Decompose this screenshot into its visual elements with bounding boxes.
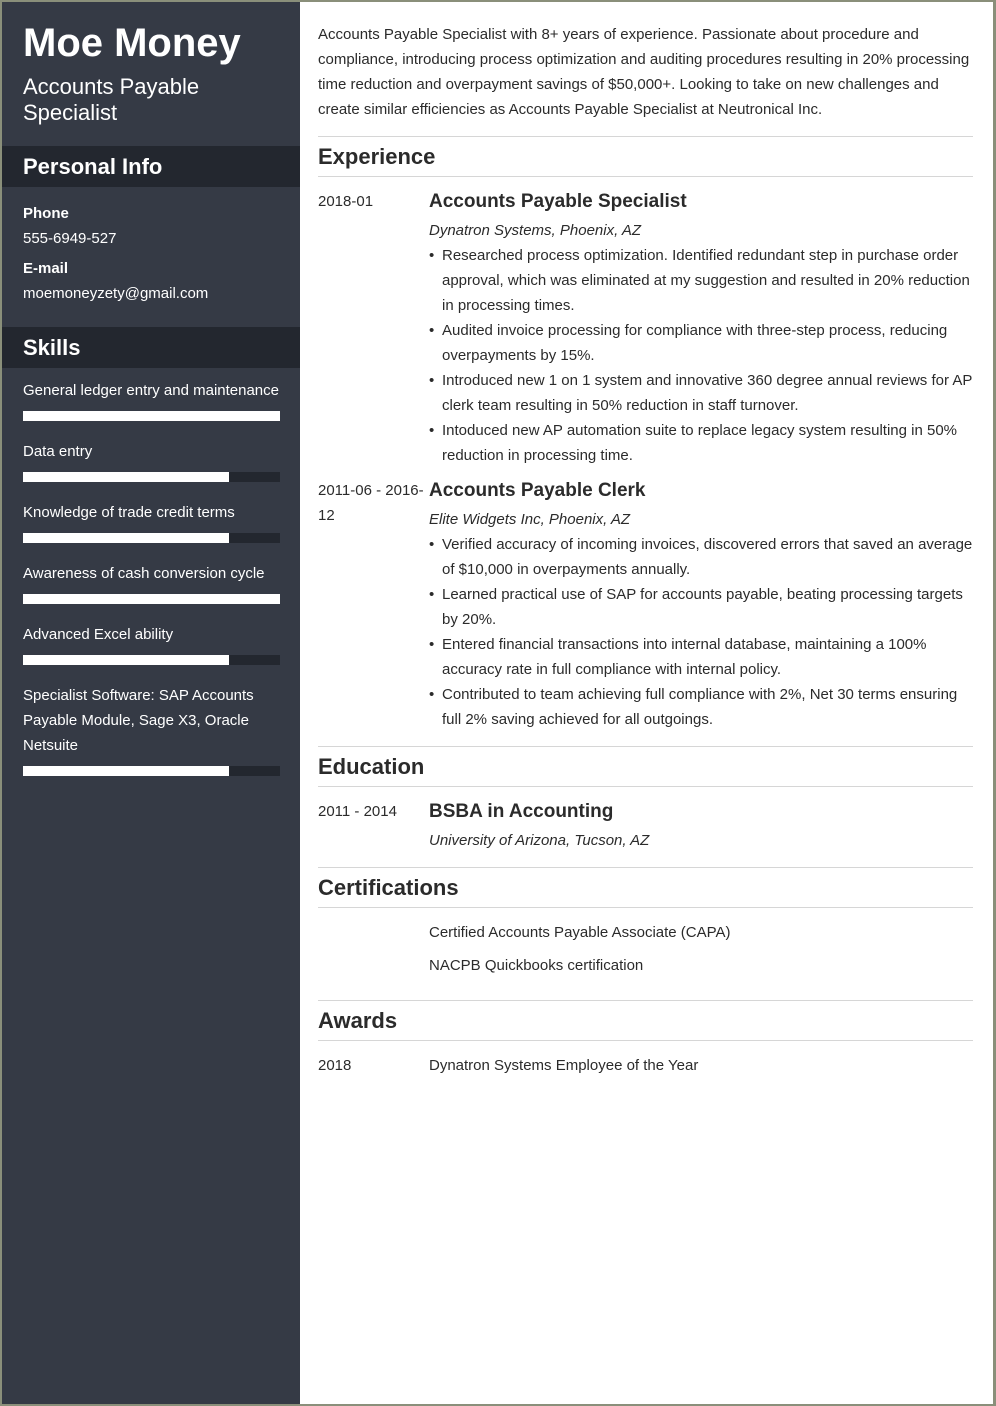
skill-name: Awareness of cash conversion cycle: [23, 565, 265, 582]
job-bullet: • Introduced new 1 on 1 system and innovative 360 degree annual reviews for AP clerk team resulting in 50% reduction in staff turnover.: [429, 368, 973, 418]
certification-item: Certified Accounts Payable Associate (CAPA): [429, 924, 731, 941]
certifications-section: [318, 867, 973, 986]
award-date: 2018: [318, 1057, 352, 1074]
award-entry: [318, 1053, 973, 1078]
skill-level-bar: [23, 655, 280, 665]
skill-name: Data entry: [23, 443, 93, 460]
phone-label: Phone: [23, 205, 69, 222]
education-degree: BSBA in Accounting: [429, 801, 614, 822]
certifications-entry: [318, 920, 973, 986]
skill-item: [23, 683, 280, 776]
job-bullet: • Entered financial transactions into internal database, maintaining a 100% accuracy rate in full compliance with internal policy.: [429, 632, 973, 682]
skill-level-fill: [23, 766, 229, 776]
skill-level-bar: [23, 766, 280, 776]
education-section: [318, 746, 973, 853]
job-bullet: • Researched process optimization. Identified redundant step in purchase order approval, which was eliminated at my suggestion and resulted in 20% reduction in processing times.: [429, 243, 973, 318]
skill-item: [23, 622, 280, 665]
job-bullets: [429, 532, 973, 732]
job-body: [429, 478, 973, 732]
job-role: Accounts Payable Specialist: [429, 191, 687, 212]
job-bullet: • Learned practical use of SAP for accounts payable, beating processing targets by 20%.: [429, 582, 973, 632]
certification-item: NACPB Quickbooks certification: [429, 957, 644, 974]
email-label: E-mail: [23, 260, 69, 277]
job-bullet: • Contributed to team achieving full compliance with 2%, Net 30 terms ensuring full 2% saving achieved for all outgoings.: [429, 682, 973, 732]
education-entry: [318, 799, 973, 853]
skill-item: [23, 561, 280, 604]
job-body: [429, 189, 973, 468]
skills-heading: Skills: [2, 327, 300, 368]
education-school: University of Arizona, Tucson, AZ: [429, 832, 650, 849]
skill-level-fill: [23, 655, 229, 665]
job-date: 2018-01: [318, 193, 374, 210]
skill-name: Advanced Excel ability: [23, 626, 174, 643]
header: [2, 2, 300, 146]
phone-value: 555-6949-527: [23, 230, 117, 247]
skill-level-bar: [23, 472, 280, 482]
job-bullets: [429, 243, 973, 468]
education-date: 2011 - 2014: [318, 803, 397, 820]
skill-item: [23, 500, 280, 543]
personal-info: [2, 187, 300, 327]
skill-level-fill: [23, 594, 280, 604]
awards-heading: Awards: [318, 1007, 973, 1041]
candidate-title: Accounts Payable Specialist: [23, 74, 200, 125]
candidate-name: Moe Money: [23, 21, 241, 65]
certifications-heading: Certifications: [318, 874, 973, 908]
main-content: [300, 2, 993, 1404]
education-heading: Education: [318, 753, 973, 787]
skill-level-fill: [23, 411, 280, 421]
skills-list: [2, 368, 300, 776]
job-bullet: • Intoduced new AP automation suite to replace legacy system resulting in 50% reduction in processing time.: [429, 418, 973, 468]
job-company: Dynatron Systems, Phoenix, AZ: [429, 222, 642, 239]
skill-level-fill: [23, 472, 229, 482]
job-bullet: • Verified accuracy of incoming invoices, discovered errors that saved an average of $10,000 in overpayments annually.: [429, 532, 973, 582]
skill-name: General ledger entry and maintenance: [23, 382, 279, 399]
experience-heading: Experience: [318, 143, 973, 177]
award-name: Dynatron Systems Employee of the Year: [429, 1057, 699, 1074]
email-value: moemoneyzety@gmail.com: [23, 285, 209, 302]
personal-info-heading: Personal Info: [2, 146, 300, 187]
sidebar: [2, 2, 300, 1404]
job-entry: [318, 478, 973, 732]
job-bullet: • Audited invoice processing for compliance with three-step process, reducing overpayments by 15%.: [429, 318, 973, 368]
certifications-spacer: [318, 920, 429, 986]
skill-name: Knowledge of trade credit terms: [23, 504, 235, 521]
skill-level-fill: [23, 533, 229, 543]
job-company: Elite Widgets Inc, Phoenix, AZ: [429, 511, 631, 528]
job-entry: [318, 189, 973, 468]
skill-name: Specialist Software: SAP Accounts Payable Module, Sage X3, Oracle Netsuite: [23, 687, 254, 754]
experience-section: [318, 136, 973, 732]
skill-item: [23, 378, 280, 421]
awards-section: [318, 1000, 973, 1078]
skill-level-bar: [23, 411, 280, 421]
summary: Accounts Payable Specialist with 8+ years of experience. Passionate about procedure and compliance, introducing process optimization and auditing procedures resulting in 20% processing time reduction and overpayment savings of $50,000+. Looking to take on new challenges and create similar efficiencies as Accounts Payable Specialist at Neutronical Inc.: [318, 26, 970, 118]
job-date: 2011-06 - 2016-12: [318, 482, 424, 524]
education-body: [429, 799, 973, 853]
job-role: Accounts Payable Clerk: [429, 480, 646, 501]
skill-level-bar: [23, 533, 280, 543]
skill-item: [23, 439, 280, 482]
skill-level-bar: [23, 594, 280, 604]
certifications-body: [429, 920, 973, 986]
